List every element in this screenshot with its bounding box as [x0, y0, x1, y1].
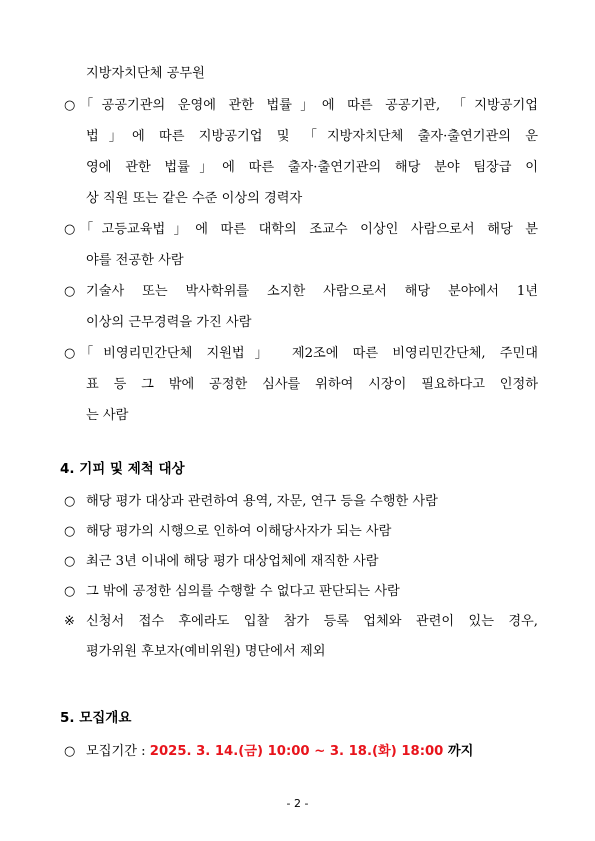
section-heading: 5. 모집개요 — [60, 710, 132, 726]
qualification-line: 이상의 근무경력을 가진 사람 — [86, 315, 252, 330]
recruitment-period-label: 모집기간 : — [86, 744, 150, 759]
recruitment-period-suffix: 까지 — [443, 744, 474, 759]
list-item: 해당 평가의 시행으로 인하여 이해당사자가 되는 사람 — [86, 524, 392, 539]
qualification-line: 법」에 따른 지방공기업 및 「지방자치단체 출자·출연기관의 운 — [86, 129, 538, 144]
circle-bullet-icon: ○ — [64, 584, 76, 599]
list-item: 해당 평가 대상과 관련하여 용역, 자문, 연구 등을 수행한 사람 — [86, 494, 438, 509]
list-item: 최근 3년 이내에 해당 평가 대상업체에 재직한 사람 — [86, 554, 379, 569]
circle-bullet-icon: ○ — [64, 284, 76, 299]
circle-bullet-icon: ○ — [64, 98, 76, 113]
page-number: - 2 - — [286, 797, 309, 810]
recruitment-period-dates: 2025. 3. 14.(금) 10:00 ~ 3. 18.(화) 18:00 — [149, 744, 444, 759]
recruitment-period — [86, 742, 473, 762]
qualification-line: 「비영리민간단체 지원법」 제2조에 따른 비영리민간단체, 주민대 — [80, 346, 538, 361]
qualification-line: 기술사 또는 박사학위를 소지한 사람으로서 해당 분야에서 1년 — [86, 284, 538, 299]
circle-bullet-icon: ○ — [64, 494, 76, 509]
qualification-line: 「고등교육법」에 따른 대학의 조교수 이상인 사람으로서 해당 분 — [80, 222, 538, 237]
reference-mark-icon: ※ — [64, 614, 75, 629]
section-heading: 4. 기피 및 제척 대상 — [60, 461, 185, 477]
qualification-continuation: 지방자치단체 공무원 — [86, 66, 205, 81]
qualification-line: 「공공기관의 운영에 관한 법률」에 따른 공공기관, 「지방공기업 — [80, 98, 538, 113]
circle-bullet-icon: ○ — [64, 554, 76, 569]
circle-bullet-icon: ○ — [64, 744, 76, 759]
qualification-line: 는 사람 — [86, 408, 129, 423]
note-line: 평가위원 후보자(예비위원) 명단에서 제외 — [86, 644, 326, 659]
circle-bullet-icon: ○ — [64, 222, 76, 237]
qualification-line: 영에 관한 법률」에 따른 출자·출연기관의 해당 분야 팀장급 이 — [86, 160, 538, 175]
circle-bullet-icon: ○ — [64, 524, 76, 539]
list-item: 그 밖에 공정한 심의를 수행할 수 없다고 판단되는 사람 — [86, 584, 400, 599]
circle-bullet-icon: ○ — [64, 346, 76, 361]
qualification-line: 야를 전공한 사람 — [86, 253, 184, 268]
qualification-line: 표 등 그 밖에 공정한 심사를 위하여 시장이 필요하다고 인정하 — [86, 377, 538, 392]
qualification-line: 상 직원 또는 같은 수준 이상의 경력자 — [86, 191, 303, 206]
note-line: 신청서 접수 후에라도 입찰 참가 등록 업체와 관련이 있는 경우, — [86, 614, 538, 629]
